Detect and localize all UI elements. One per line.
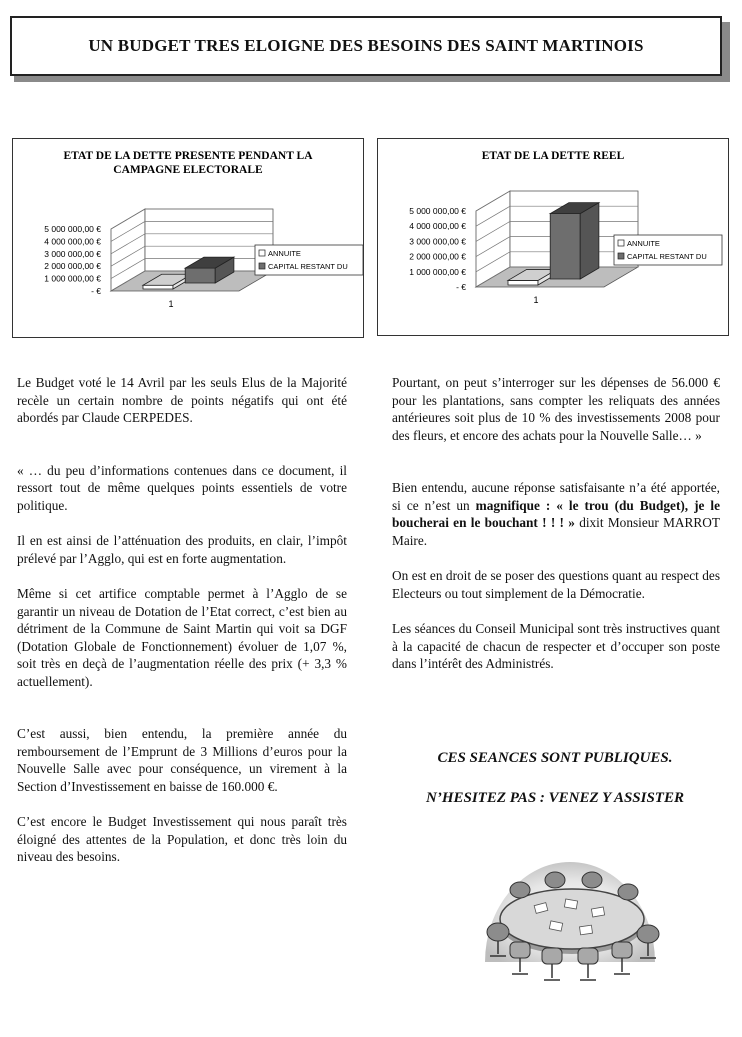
y-tick-label: 5 000 000,00 € (409, 206, 466, 216)
legend-swatch (259, 263, 265, 269)
meeting-table-icon (480, 822, 660, 987)
chart-right-svg (378, 139, 728, 335)
callout-public: CES SEANCES SONT PUBLIQUES. (437, 750, 673, 766)
y-tick-label: 1 000 000,00 € (409, 266, 466, 277)
chart-right (377, 138, 729, 336)
paragraph: On est en droit de se poser des questions quant au respect des Electeurs ou tout simplement de la Démocratie. (392, 568, 720, 601)
legend-swatch (618, 253, 624, 259)
chart-plot (409, 191, 722, 305)
y-tick-label: 2 000 000,00 € (409, 251, 466, 262)
y-tick-label: 4 000 000,00 € (44, 236, 101, 247)
quote-bold: magnifique : « le trou (du Budget), je le boucherai en le bouchant ! ! ! » (392, 497, 720, 530)
legend-label: CAPITAL RESTANT DU (268, 262, 348, 271)
paragraph: C’est aussi, bien entendu, la première année du remboursement de l’Emprunt de 3 Millions d’euros pour la Nouvelle Salle avec pour conséquence, un virement à la Section d’Investissement en baisse de 160.000 €. (17, 726, 347, 794)
paragraph: Il en est ainsi de l’atténuation des produits, en clair, l’impôt prélevé par l’Agglo, qui est en forte augmentation. (17, 533, 347, 566)
paragraph: Même si cet artifice comptable permet à l’Agglo de se garantir un niveau de Dotation de l’Etat correct, c’est bien au détriment de la Commune de Saint Martin qui voit sa DGF (Dotation Globale de Fonctionnement) évoluer de 1,07 %, soit très en deçà de l’augmentation réelle des prix (+ 3,3 % actuellement). (17, 586, 347, 689)
bar-side (580, 203, 599, 279)
paragraph: Les séances du Conseil Municipal sont très instructives quant à la capacité de chacun de respecter et d’occuper son poste dans l’intérêt des Administrés. (392, 621, 720, 671)
y-tick-label: 3 000 000,00 € (44, 248, 101, 259)
chart-title-line1: ETAT DE LA DETTE REEL (481, 150, 625, 162)
chart-plot (44, 209, 363, 309)
paragraph-text: dixit Monsieur MARROT Maire. (392, 515, 720, 548)
y-tick-label: - € (91, 286, 101, 296)
bar-front (550, 214, 580, 279)
paragraph: C’est encore le Budget Investissement qui nous paraît très éloigné des attentes de la Population, et donc très loin du niveau des besoins. (17, 814, 347, 864)
bar-front (185, 268, 215, 283)
y-tick-label: 4 000 000,00 € (409, 221, 466, 232)
chart-title-line2: CAMPAGNE ELECTORALE (113, 164, 263, 176)
legend-label: CAPITAL RESTANT DU (627, 252, 707, 261)
paragraph-text: Bien entendu, aucune réponse satisfaisante n’a été apportée, si ce n’est un (392, 480, 720, 513)
right-column (392, 374, 720, 673)
paragraph: « … du peu d’informations contenues dans ce document, il ressort tout de même quelques points essentiels de votre politique. (17, 462, 347, 513)
y-tick-label: 1 000 000,00 € (44, 273, 101, 284)
bar-front (508, 280, 538, 285)
y-tick-label: 2 000 000,00 € (44, 261, 101, 272)
bar-front (143, 285, 173, 289)
paragraph (392, 479, 720, 549)
legend-label: ANNUITE (627, 239, 660, 248)
legend-label: ANNUITE (268, 249, 301, 258)
y-tick-label: 3 000 000,00 € (409, 236, 466, 247)
paragraph: Pourtant, on peut s’interroger sur les dépenses de 56.000 € pour les plantations, sans compter les reliquats des années antérieures soit plus de 10 % des investissements 2008 pour des fleurs, et encore des achats pour la Nouvelle Salle… » (392, 375, 720, 443)
page-title: UN BUDGET TRES ELOIGNE DES BESOINS DES SAINT MARTINOIS (88, 36, 644, 55)
chart-left (12, 138, 364, 338)
y-tick-label: - € (456, 282, 466, 292)
paragraph: Le Budget voté le 14 Avril par les seuls Elus de la Majorité recèle un certain nombre de points négatifs qui ont été abordés par Claude CERPEDES. (17, 375, 347, 425)
chart-title-line1: ETAT DE LA DETTE PRESENTE PENDANT LA (63, 150, 313, 162)
x-tick-label: 1 (533, 295, 539, 305)
callout-come: N’HESITEZ PAS : VENEZ Y ASSISTER (426, 790, 684, 806)
chart-left-svg (13, 139, 363, 337)
left-column (17, 374, 347, 866)
y-tick-label: 5 000 000,00 € (44, 224, 101, 234)
legend-swatch (618, 240, 624, 246)
x-tick-label: 1 (168, 299, 174, 309)
title-box (10, 16, 722, 76)
legend-swatch (259, 250, 265, 256)
